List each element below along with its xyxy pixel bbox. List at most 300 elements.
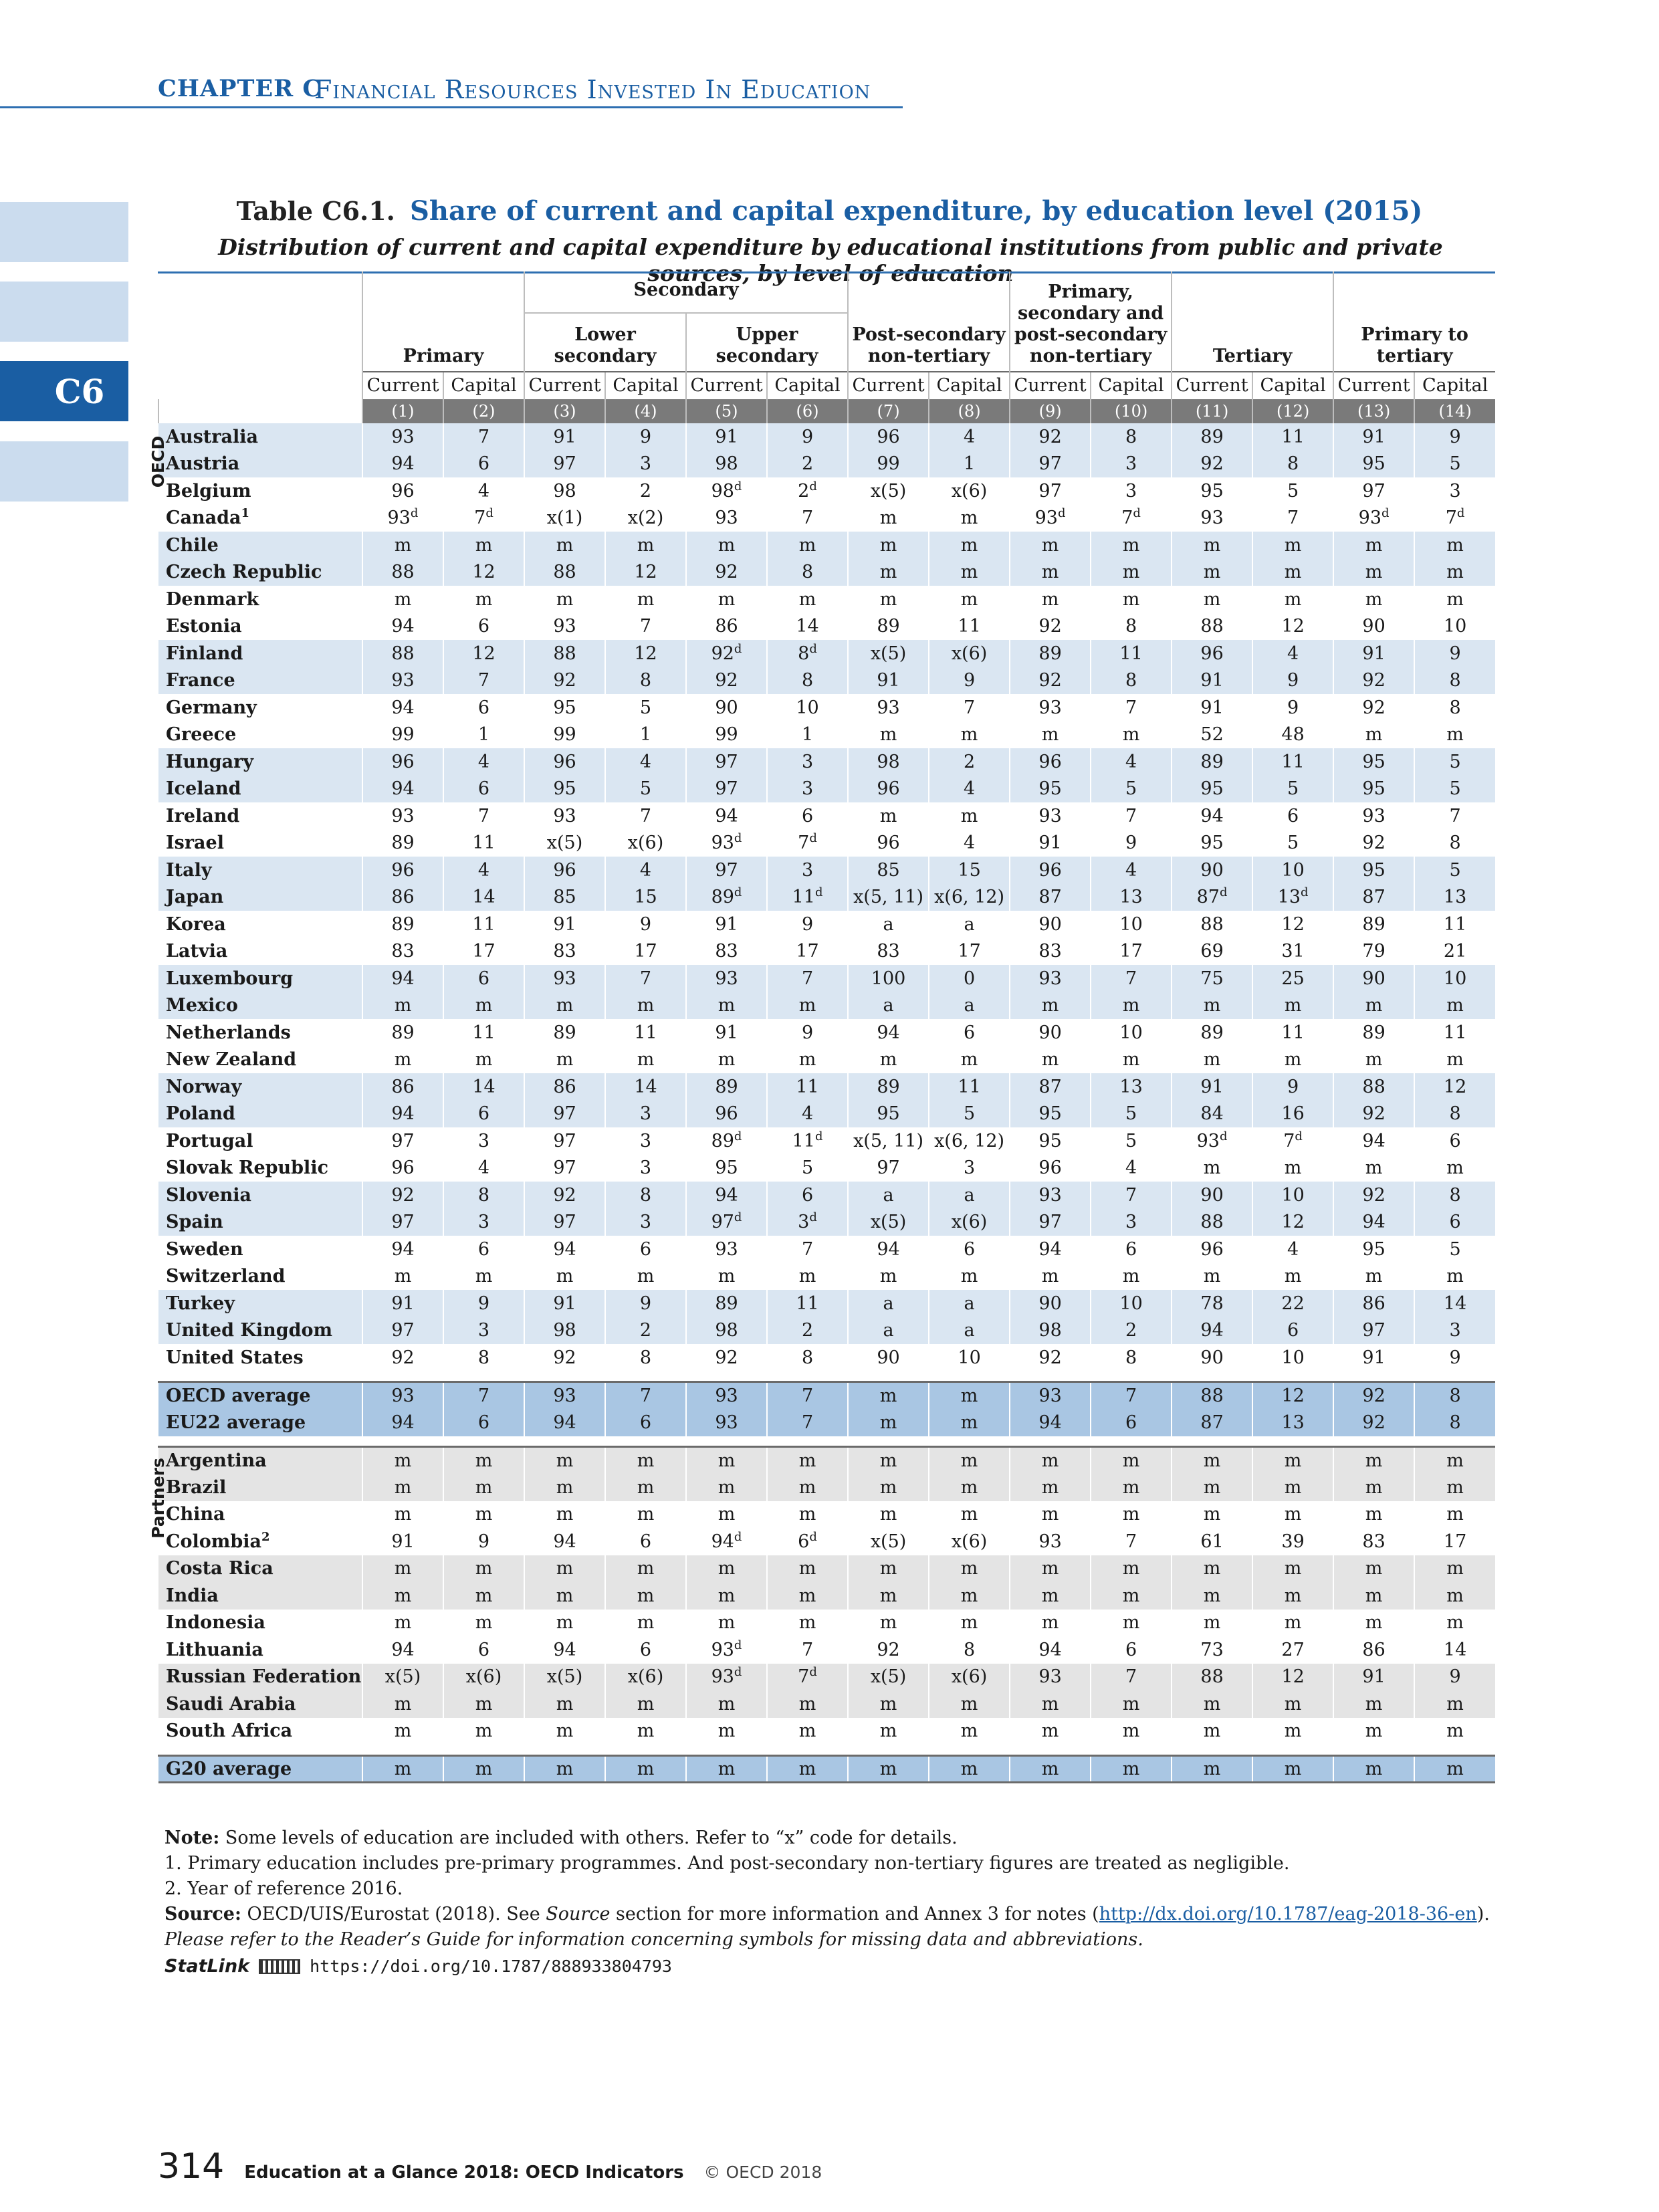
table-cell: m — [767, 1610, 848, 1637]
table-cell: 98 — [686, 451, 767, 478]
table-cell: 8 — [443, 1344, 524, 1371]
table-cell: 9 — [605, 423, 686, 451]
table-cell: 92 — [848, 1636, 929, 1664]
table-cell: 7 — [1091, 1182, 1172, 1209]
country-name: G20 average — [158, 1755, 362, 1783]
table-cell: 91 — [1333, 1344, 1414, 1371]
table-cell: m — [1333, 1474, 1414, 1501]
table-cell: 8 — [443, 1182, 524, 1209]
table-cell: m — [686, 1474, 767, 1501]
table-cell: m — [443, 532, 524, 559]
table-cell: m — [605, 1582, 686, 1610]
table-row — [158, 667, 1495, 695]
table-cell: m — [1414, 1718, 1495, 1745]
table-cell: m — [1333, 1501, 1414, 1529]
table-cell: 1 — [605, 722, 686, 749]
country-name: Luxembourg — [158, 965, 362, 992]
table-cell: 4 — [767, 1101, 848, 1128]
table-cell: 4 — [929, 830, 1010, 857]
table-cell: 95 — [524, 694, 605, 722]
table-cell: 95 — [1172, 830, 1252, 857]
table-row — [158, 776, 1495, 803]
table-cell: 86 — [524, 1073, 605, 1101]
header-upper-secondary: Upper secondary — [686, 313, 848, 372]
table-cell: a — [929, 911, 1010, 938]
table-cell: m — [1333, 532, 1414, 559]
table-cell: 92 — [1333, 1101, 1414, 1128]
table-cell: 17 — [1091, 938, 1172, 966]
table-cell: m — [443, 1755, 524, 1783]
table-cell: 94 — [686, 1182, 767, 1209]
header-primary-to-tertiary: Primary to tertiary — [1333, 271, 1495, 372]
table-cell: 96 — [848, 830, 929, 857]
table-cell: 91 — [1172, 1073, 1252, 1101]
table-cell: 8 — [1091, 1344, 1172, 1371]
table-cell: m — [1091, 532, 1172, 559]
table-row — [158, 992, 1495, 1020]
table-cell: 17 — [929, 938, 1010, 966]
table-cell: 39 — [1252, 1528, 1333, 1555]
country-name: Sweden — [158, 1236, 362, 1263]
table-cell: 92 — [1172, 451, 1252, 478]
table-cell: m — [767, 1501, 848, 1529]
table-cell: 96 — [524, 748, 605, 776]
table-cell: 91 — [524, 911, 605, 938]
table-row — [158, 1501, 1495, 1529]
table-cell: 5 — [1414, 748, 1495, 776]
table-cell: 17 — [767, 938, 848, 966]
table-cell: 94 — [362, 694, 443, 722]
table-row — [158, 505, 1495, 532]
source-line — [164, 1902, 1502, 1927]
table-cell: 3 — [929, 1155, 1010, 1182]
table-cell: 93 — [1010, 1664, 1091, 1691]
table-cell: 92 — [686, 1344, 767, 1371]
table-cell: 3 — [443, 1209, 524, 1236]
table-cell: 11 — [443, 1019, 524, 1046]
table-cell: 3 — [1091, 451, 1172, 478]
table-cell: 4 — [605, 748, 686, 776]
table-cell: 91 — [1010, 830, 1091, 857]
table-cell: 4 — [929, 776, 1010, 803]
table-cell: 6 — [1252, 1317, 1333, 1345]
table-cell: 6 — [443, 694, 524, 722]
table-cell: 6 — [443, 1101, 524, 1128]
table-cell: 93$^d$ — [1333, 505, 1414, 532]
table-cell: 97 — [524, 451, 605, 478]
table-cell: m — [362, 1046, 443, 1074]
table-cell: 6 — [443, 451, 524, 478]
table-cell: 3 — [1091, 477, 1172, 505]
table-cell: m — [1252, 1690, 1333, 1718]
table-cell: 87 — [1010, 1073, 1091, 1101]
table-cell: 94 — [524, 1409, 605, 1436]
table-cell: m — [1172, 1582, 1252, 1610]
table-cell: 5 — [1414, 451, 1495, 478]
table-cell: m — [362, 1263, 443, 1291]
table-cell: 91 — [362, 1528, 443, 1555]
table-cell: 10 — [767, 694, 848, 722]
table-cell: 92 — [1010, 423, 1091, 451]
table-cell: 17 — [1414, 1528, 1495, 1555]
table-cell: 7 — [767, 965, 848, 992]
table-cell: m — [1333, 1046, 1414, 1074]
country-name: France — [158, 667, 362, 695]
table-cell: 94 — [848, 1019, 929, 1046]
table-cell: m — [524, 1474, 605, 1501]
table-cell: 83 — [686, 938, 767, 966]
source-link[interactable]: http://dx.doi.org/10.1787/eag-2018-36-en — [1099, 1904, 1477, 1924]
table-cell: 3 — [767, 776, 848, 803]
table-cell: 92 — [524, 667, 605, 695]
header-corner — [158, 271, 362, 372]
country-name: Italy — [158, 857, 362, 884]
table-cell: 7 — [1091, 694, 1172, 722]
table-cell: m — [1333, 1447, 1414, 1474]
table-cell: 94 — [1010, 1636, 1091, 1664]
column-number: (10) — [1091, 399, 1172, 423]
table-cell: 93 — [686, 965, 767, 992]
table-cell: 4 — [443, 748, 524, 776]
table-cell: m — [848, 1718, 929, 1745]
table-cell: 90 — [686, 694, 767, 722]
table-cell: m — [1010, 1501, 1091, 1529]
table-cell: m — [929, 1582, 1010, 1610]
table-cell: 69 — [1172, 938, 1252, 966]
table-cell: m — [1010, 1447, 1091, 1474]
table-cell: 92 — [362, 1344, 443, 1371]
column-number: (5) — [686, 399, 767, 423]
country-name: Saudi Arabia — [158, 1690, 362, 1718]
header-current: Current — [686, 372, 767, 399]
table-cell: x(1) — [524, 505, 605, 532]
table-cell: 94 — [362, 776, 443, 803]
table-row — [158, 640, 1495, 667]
table-cell: 8 — [1091, 423, 1172, 451]
table-cell: 6 — [605, 1409, 686, 1436]
table-cell: m — [1252, 1474, 1333, 1501]
table-cell: 87 — [1010, 884, 1091, 911]
table-cell: m — [686, 1718, 767, 1745]
table-cell: m — [443, 1474, 524, 1501]
table-cell: 99 — [686, 722, 767, 749]
table-row — [158, 1344, 1495, 1371]
country-name: Greece — [158, 722, 362, 749]
table-cell: 91 — [524, 423, 605, 451]
table-cell: 5 — [1091, 1127, 1172, 1155]
table-cell: 88 — [524, 640, 605, 667]
table-cell: 31 — [1252, 938, 1333, 966]
table-cell: 95 — [1010, 776, 1091, 803]
table-cell: m — [929, 505, 1010, 532]
country-name: Korea — [158, 911, 362, 938]
table-cell: 86 — [362, 1073, 443, 1101]
source-text-a: OECD/UIS/Eurostat (2018). See — [241, 1904, 546, 1924]
table-cell: 89 — [1172, 423, 1252, 451]
table-cell: m — [1172, 1610, 1252, 1637]
table-cell: 9 — [605, 1290, 686, 1317]
table-cell: 1 — [443, 722, 524, 749]
table-cell: 21 — [1414, 938, 1495, 966]
header-primary-secondary-post: Primary, secondary and post-secondary non-tertiary — [1010, 271, 1172, 372]
table-cell: 12 — [1252, 1382, 1333, 1410]
table-cell: 88 — [524, 559, 605, 586]
table-cell: 7 — [1091, 1528, 1172, 1555]
table-cell: m — [443, 1447, 524, 1474]
table-cell: m — [929, 722, 1010, 749]
header-blank — [158, 372, 362, 399]
table-cell: 92 — [524, 1182, 605, 1209]
header-capital: Capital — [1252, 372, 1333, 399]
table-cell: m — [1010, 559, 1091, 586]
table-cell: m — [524, 586, 605, 613]
header-capital: Capital — [605, 372, 686, 399]
table-cell: 89 — [686, 1290, 767, 1317]
table-cell: 91 — [1172, 667, 1252, 695]
statlink-url[interactable]: https://doi.org/10.1787/888933804793 — [310, 1957, 672, 1976]
table-cell: 83 — [524, 938, 605, 966]
table-cell: m — [362, 532, 443, 559]
table-cell: m — [929, 1447, 1010, 1474]
table-cell: 93 — [524, 802, 605, 830]
table-cell: 92 — [1333, 1382, 1414, 1410]
table-cell: 6 — [767, 802, 848, 830]
oecd-group-label: OECD — [148, 435, 169, 488]
country-name: Argentina — [158, 1447, 362, 1474]
table-cell: 2 — [767, 1317, 848, 1345]
table-cell: 89 — [1333, 1019, 1414, 1046]
table-cell: m — [929, 1046, 1010, 1074]
table-cell: x(6) — [605, 830, 686, 857]
country-name: Brazil — [158, 1474, 362, 1501]
country-name: Belgium — [158, 477, 362, 505]
table-cell: 88 — [362, 640, 443, 667]
table-cell: 11 — [1252, 423, 1333, 451]
table-cell: 6 — [1414, 1127, 1495, 1155]
table-cell: 6 — [443, 1636, 524, 1664]
table-cell: 7 — [443, 667, 524, 695]
table-cell: 8 — [1252, 451, 1333, 478]
table-cell: 9 — [605, 911, 686, 938]
country-name: Latvia — [158, 938, 362, 966]
table-cell: 7 — [767, 505, 848, 532]
table-cell: 89 — [848, 1073, 929, 1101]
table-cell: 9 — [443, 1290, 524, 1317]
table-cell: m — [362, 1447, 443, 1474]
country-name: Slovak Republic — [158, 1155, 362, 1182]
table-row — [158, 451, 1495, 478]
table-cell: 87 — [1333, 884, 1414, 911]
table-cell: m — [686, 1046, 767, 1074]
table-cell: m — [1252, 586, 1333, 613]
country-name: United States — [158, 1344, 362, 1371]
table-cell: x(5, 11) — [848, 1127, 929, 1155]
table-cell: x(5) — [848, 1528, 929, 1555]
table-cell: 97$^d$ — [686, 1209, 767, 1236]
table-cell: 94 — [524, 1636, 605, 1664]
table-cell: m — [1010, 1610, 1091, 1637]
table-cell: m — [605, 1046, 686, 1074]
table-cell: m — [1010, 1555, 1091, 1583]
table-cell: m — [1091, 559, 1172, 586]
table-cell: 5 — [929, 1101, 1010, 1128]
table-cell: m — [686, 1690, 767, 1718]
table-cell: x(6) — [929, 1528, 1010, 1555]
table-cell: m — [686, 1447, 767, 1474]
table-cell: m — [1414, 559, 1495, 586]
country-name: Iceland — [158, 776, 362, 803]
table-cell: m — [1091, 1555, 1172, 1583]
table-row — [158, 1447, 1495, 1474]
table-row — [158, 613, 1495, 641]
table-row — [158, 1019, 1495, 1046]
table-cell: m — [1333, 1555, 1414, 1583]
table-cell: 10 — [1414, 965, 1495, 992]
country-name: Portugal — [158, 1127, 362, 1155]
table-cell: 7 — [443, 423, 524, 451]
table-cell: m — [1252, 1155, 1333, 1182]
table-cell: x(6) — [605, 1664, 686, 1691]
table-cell: m — [443, 1046, 524, 1074]
table-cell: 89$^d$ — [686, 1127, 767, 1155]
table-cell: 93$^d$ — [686, 1636, 767, 1664]
table-cell: 91 — [1333, 423, 1414, 451]
header-capital: Capital — [443, 372, 524, 399]
table-cell: 12 — [605, 640, 686, 667]
column-number: (12) — [1252, 399, 1333, 423]
table-cell: 12 — [1414, 1073, 1495, 1101]
table-cell: 89 — [1010, 640, 1091, 667]
source-label: Source: — [164, 1904, 241, 1924]
table-cell: m — [524, 1046, 605, 1074]
table-cell: m — [1414, 532, 1495, 559]
table-cell: 93 — [686, 1382, 767, 1410]
header-capital: Capital — [1414, 372, 1495, 399]
table-cell: m — [443, 586, 524, 613]
table-cell: 93 — [362, 1382, 443, 1410]
table-cell: 9 — [1252, 667, 1333, 695]
table-cell: a — [848, 1317, 929, 1345]
note-general — [164, 1826, 1502, 1851]
table-cell: m — [362, 1610, 443, 1637]
table-cell: 7 — [443, 1382, 524, 1410]
table-cell: 94 — [848, 1236, 929, 1263]
table-cell: 10 — [1414, 613, 1495, 641]
table-cell: m — [605, 1474, 686, 1501]
table-row — [158, 586, 1495, 613]
table-cell: 100 — [848, 965, 929, 992]
table-cell: m — [848, 1582, 929, 1610]
table-cell: m — [362, 1555, 443, 1583]
table-cell: 3 — [605, 451, 686, 478]
table-cell: 98 — [686, 1317, 767, 1345]
table-row — [158, 802, 1495, 830]
note-text: Some levels of education are included with others. Refer to “x” code for details. — [219, 1828, 958, 1848]
table-cell: 10 — [929, 1344, 1010, 1371]
table-cell: 97 — [686, 857, 767, 884]
table-row — [158, 965, 1495, 992]
table-cell: 86 — [362, 884, 443, 911]
page-footer — [158, 2146, 822, 2187]
table-cell: 91 — [362, 1290, 443, 1317]
table-cell: 4 — [443, 477, 524, 505]
table-cell: m — [1172, 1046, 1252, 1074]
table-cell: 52 — [1172, 722, 1252, 749]
table-cell: 91 — [686, 911, 767, 938]
table-cell: a — [929, 1182, 1010, 1209]
table-cell: m — [605, 1263, 686, 1291]
table-cell: m — [1252, 532, 1333, 559]
country-name: Germany — [158, 694, 362, 722]
table-cell: 8 — [767, 1344, 848, 1371]
table-cell: 10 — [1091, 911, 1172, 938]
table-cell: 12 — [1252, 911, 1333, 938]
table-subtitle: Distribution of current and capital expenditure by educational institutions from public and private sources, by level of education — [218, 234, 1443, 286]
side-tab-active: C6 — [0, 361, 128, 421]
table-cell: m — [929, 586, 1010, 613]
table-cell: 97 — [848, 1155, 929, 1182]
table-cell: m — [1333, 1755, 1414, 1783]
table-cell: m — [1333, 559, 1414, 586]
table-cell: 14 — [1414, 1290, 1495, 1317]
country-name: South Africa — [158, 1718, 362, 1745]
table-cell: m — [848, 1690, 929, 1718]
table-cell: m — [848, 1755, 929, 1783]
table-row — [158, 1690, 1495, 1718]
table-cell: 11 — [1091, 640, 1172, 667]
table-cell: 90 — [1010, 1290, 1091, 1317]
country-name: United Kingdom — [158, 1317, 362, 1345]
table-cell: 9 — [1414, 640, 1495, 667]
table-cell: 14 — [767, 613, 848, 641]
table-cell: 6 — [767, 1182, 848, 1209]
table-cell: 5 — [1414, 776, 1495, 803]
table-cell: 6 — [1252, 802, 1333, 830]
table-cell: 7 — [767, 1382, 848, 1410]
side-tab-next — [0, 441, 128, 502]
table-cell: 97 — [362, 1209, 443, 1236]
table-cell: 97 — [362, 1317, 443, 1345]
table-cell: m — [1333, 586, 1414, 613]
table-cell: 93 — [686, 1236, 767, 1263]
table-cell: m — [605, 1755, 686, 1783]
table-cell: m — [524, 1690, 605, 1718]
table-cell: m — [1414, 1582, 1495, 1610]
table-cell: m — [848, 1610, 929, 1637]
table-cell: m — [362, 1690, 443, 1718]
table-row — [158, 532, 1495, 559]
table-cell: 96 — [1010, 1155, 1091, 1182]
table-cell: 94 — [1172, 802, 1252, 830]
table-cell: 94 — [362, 1409, 443, 1436]
column-number: (13) — [1333, 399, 1414, 423]
table-cell: m — [848, 1263, 929, 1291]
table-cell: 86 — [1333, 1636, 1414, 1664]
table-cell: 84 — [1172, 1101, 1252, 1128]
table-cell: 9 — [443, 1528, 524, 1555]
table-cell: 8 — [767, 559, 848, 586]
table-cell: m — [1091, 1501, 1172, 1529]
table-cell: 93 — [362, 667, 443, 695]
header-primary: Primary — [362, 271, 524, 372]
table-cell: 96 — [362, 1155, 443, 1182]
table-cell: 94 — [1333, 1209, 1414, 1236]
table-cell: 7 — [1091, 1664, 1172, 1691]
table-row — [158, 1209, 1495, 1236]
table-cell: m — [1091, 1755, 1172, 1783]
table-cell: 2 — [929, 748, 1010, 776]
table-cell: 96 — [362, 748, 443, 776]
